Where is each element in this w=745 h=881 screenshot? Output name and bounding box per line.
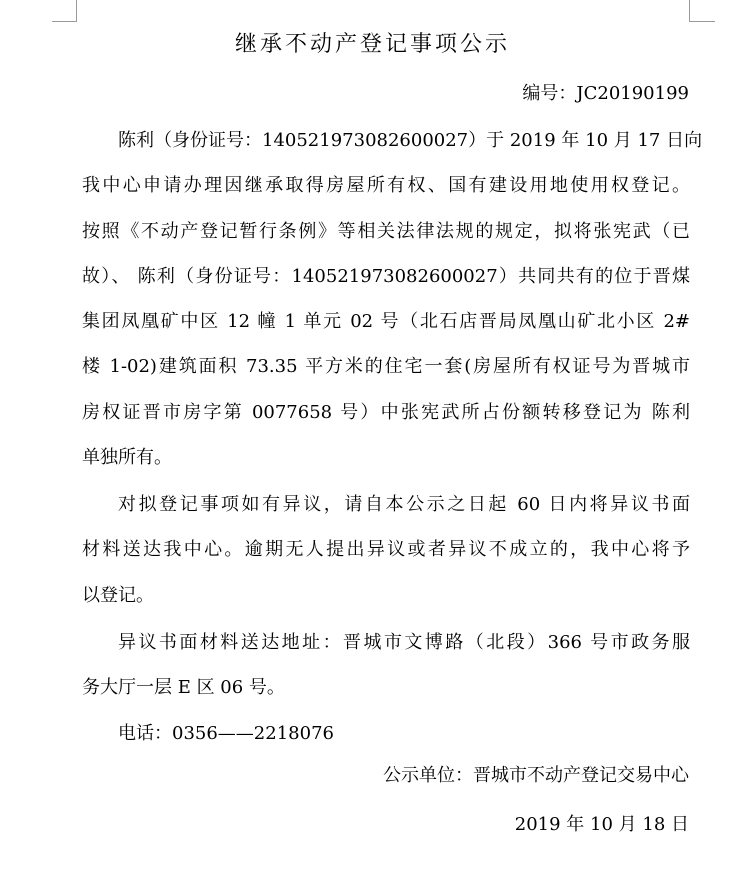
paragraph-line: 我中心申请办理因继承取得房屋所有权、国有建设用地使用权登记。 (82, 175, 690, 197)
paragraph-line: 房权证晋市房字第 0077658 号）中张宪武所占份额转移登记为 陈利 (82, 401, 690, 423)
paragraph-line: 集团凤凰矿中区 12 幢 1 单元 02 号（北石店晋局凤凰山矿北小区 2# (82, 311, 690, 333)
signature-date: 2019 年 10 月 18 日 (514, 814, 689, 835)
paragraph-phone (82, 711, 690, 756)
paragraph-line: 故）、 陈利（身份证号：140521973082600027）共同共有的位于晋煤 (82, 265, 690, 287)
document-number: 编号：JC20190199 (522, 83, 689, 104)
paragraph-line: 异议书面材料送达地址：晋城市文博路（北段）366 号市政务服 (118, 632, 690, 653)
crop-mark-top-left-vertical (76, 0, 77, 22)
paragraph-line: 单独所有。 (82, 447, 172, 469)
phone-line: 电话：0356——2218076 (118, 723, 334, 744)
signature-unit: 公示单位：晋城市不动产登记交易中心 (383, 765, 689, 786)
paragraph-announcement (82, 118, 703, 480)
paragraph-line: 楼 1-02)建筑面积 73.35 平方米的住宅一套(房屋所有权证号为晋城市 (82, 356, 690, 378)
paragraph-line: 对拟登记事项如有异议，请自本公示之日起 60 日内将异议书面 (118, 494, 690, 515)
paragraph-objection-notice (82, 482, 690, 618)
paragraph-line: 陈利（身份证号：140521973082600027）于 2019 年 10 月 17 日向 (118, 130, 703, 151)
paragraph-line: 以登记。 (82, 584, 154, 606)
crop-mark-top-right-vertical (689, 0, 690, 22)
paragraph-line: 材料送达我中心。逾期无人提出异议或者异议不成立的，我中心将予 (82, 539, 690, 561)
document-title: 继承不动产登记事项公示 (234, 32, 510, 57)
paragraph-line: 按照《不动产登记暂行条例》等相关法律法规的规定，拟将张宪武（已 (82, 220, 690, 242)
paragraph-objection-address (82, 620, 690, 711)
paragraph-line: 务大厅一层 E 区 06 号。 (82, 677, 285, 699)
crop-mark-top-left-horizontal (52, 21, 77, 22)
crop-mark-top-right-horizontal (689, 21, 715, 22)
